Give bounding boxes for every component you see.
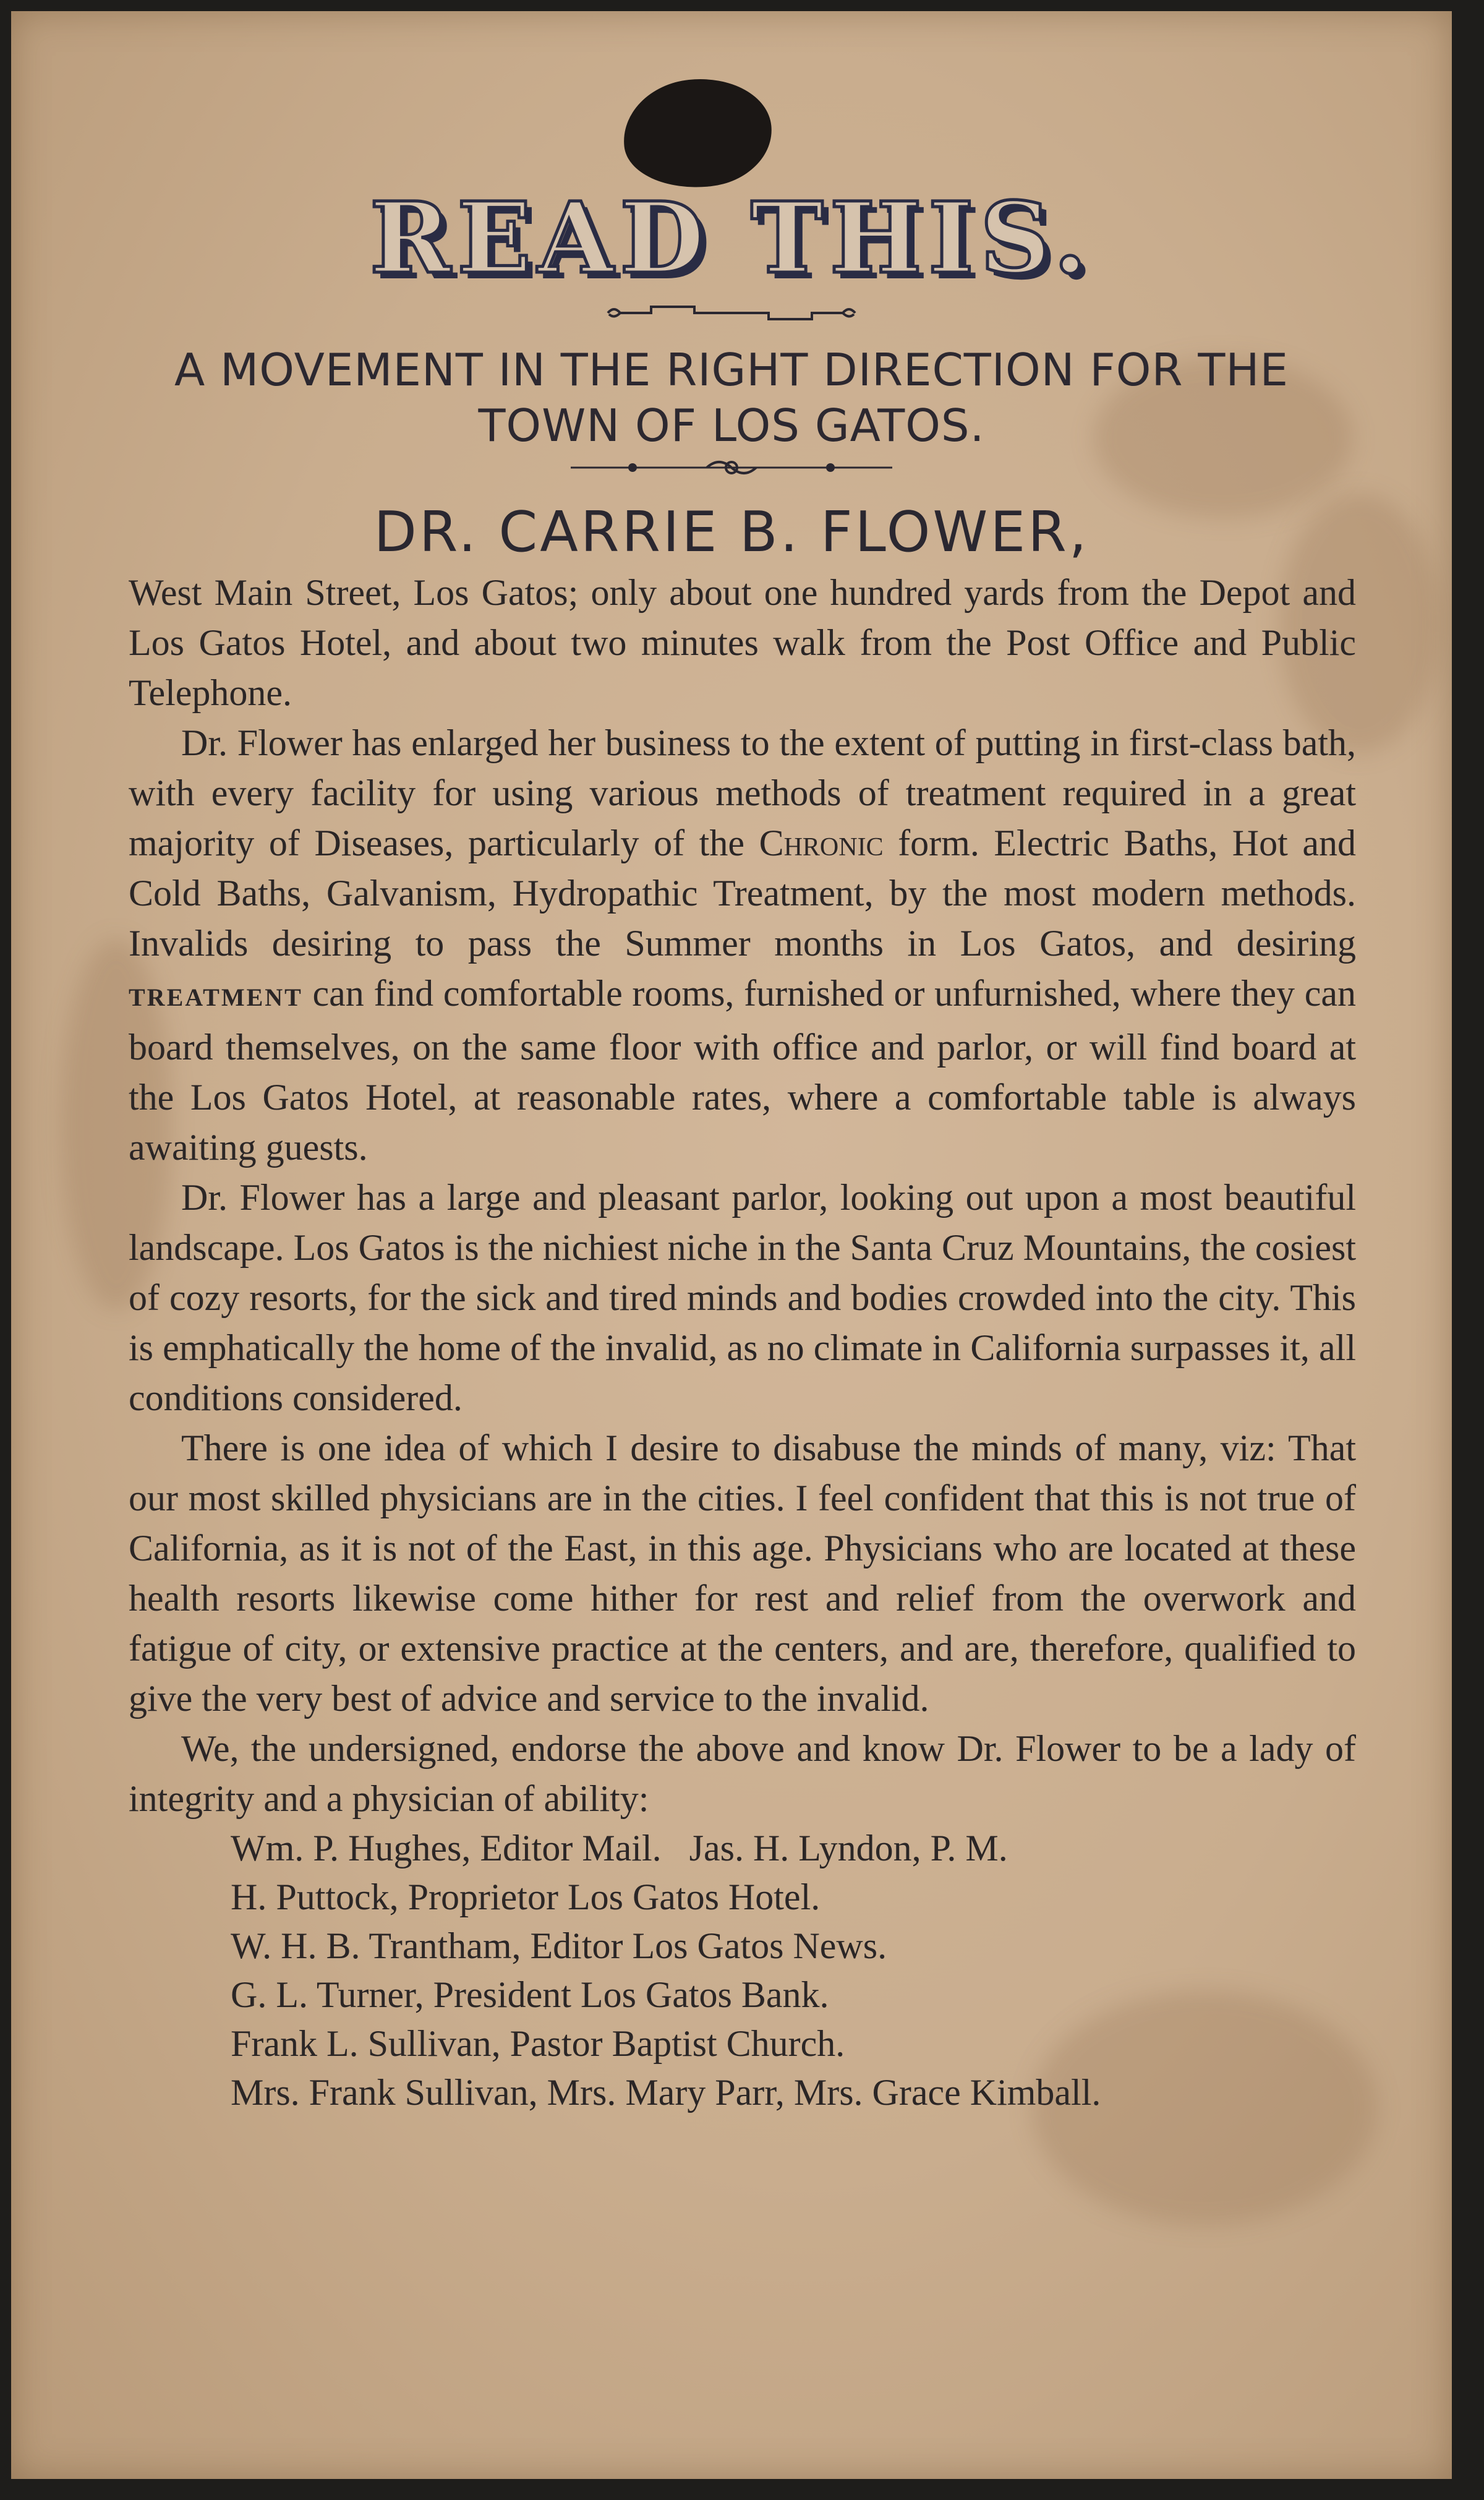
- subheading: [11, 342, 1452, 453]
- subheading-line-2: TOWN OF LOS GATOS.: [478, 400, 985, 452]
- signatory-list: [231, 1824, 1356, 2117]
- torn-hole: [618, 72, 777, 195]
- subheading-line-1: A MOVEMENT IN THE RIGHT DIRECTION FOR THE: [174, 344, 1289, 396]
- paragraph-services-part-1: Dr. Flower has enlarged her business to the extent of putting in first-class bath, with every facility for using various methods of treatment required in a great majority of Diseases, particularly of the: [129, 722, 1356, 863]
- signatory-line: H. Puttock, Proprietor Los Gatos Hotel.: [231, 1877, 821, 1917]
- treatment-word: TREATMENT: [129, 983, 303, 1011]
- ornament-divider-top: [11, 302, 1452, 327]
- paragraph-services: [129, 718, 1356, 1173]
- signatory-line: Frank L. Sullivan, Pastor Baptist Church.: [231, 2023, 845, 2064]
- paragraph-services-part-3: can find comfortable rooms, furnished or unfurnished, where they can board themselves, on the same floor with office and parlor, or will find board at the Los Gatos Hotel, at reasonable rates, where a comfortable table is always awaiting guests.: [129, 973, 1356, 1168]
- handbill-page: [11, 11, 1452, 2479]
- signatory-line: Mrs. Frank Sullivan, Mrs. Mary Parr, Mrs. Grace Kimball.: [231, 2072, 1101, 2113]
- paragraph-services-part-2: form. Electric Baths, Hot and Cold Baths, Galvanism, Hydropathic Treatment, by the most modern methods. Invalids desiring to pass the Summer months in Los Gatos, and desiring: [129, 823, 1356, 964]
- signatory-line: Wm. P. Hughes, Editor Mail. Jas. H. Lyndon, P. M.: [231, 1828, 1008, 1869]
- paragraph-physicians: There is one idea of which I desire to disabuse the minds of many, viz: That our most skilled physicians are in the cities. I feel confident that this is not true of California, as it is not of the East, in this age. Physicians who are located at these health resorts likewise come hither for rest and relief from the overwork and fatigue of city, or extensive practice at the centers, and are, therefore, qualified to give the very best of advice and service to the invalid.: [129, 1428, 1356, 1719]
- ornament-divider-middle: [11, 456, 1452, 482]
- body-text: [129, 568, 1356, 2117]
- signatory-line: G. L. Turner, President Los Gatos Bank.: [231, 1974, 829, 2015]
- signatory-line: W. H. B. Trantham, Editor Los Gatos News.: [231, 1925, 887, 1966]
- headline: READ THIS.: [369, 181, 1094, 296]
- doctor-name: DR. CARRIE B. FLOWER,: [373, 500, 1090, 565]
- paragraph-endorsement: We, the undersigned, endorse the above and know Dr. Flower to be a lady of integrity and a physician of ability:: [129, 1728, 1356, 1819]
- paragraph-parlor: Dr. Flower has a large and pleasant parlor, looking out upon a most beautiful landscape. Los Gatos is the nichiest niche in the Santa Cruz Mountains, the cosiest of cozy resorts, for the sick and tired minds and bodies crowded into the city. This is emphatically the home of the invalid, as no climate in California surpasses it, all conditions considered.: [129, 1177, 1356, 1418]
- paragraph-address: West Main Street, Los Gatos; only about one hundred yards from the Depot and Los Gatos Hotel, and about two minutes walk from the Post Office and Public Telephone.: [129, 572, 1356, 713]
- chronic-word: Chronic: [759, 823, 884, 863]
